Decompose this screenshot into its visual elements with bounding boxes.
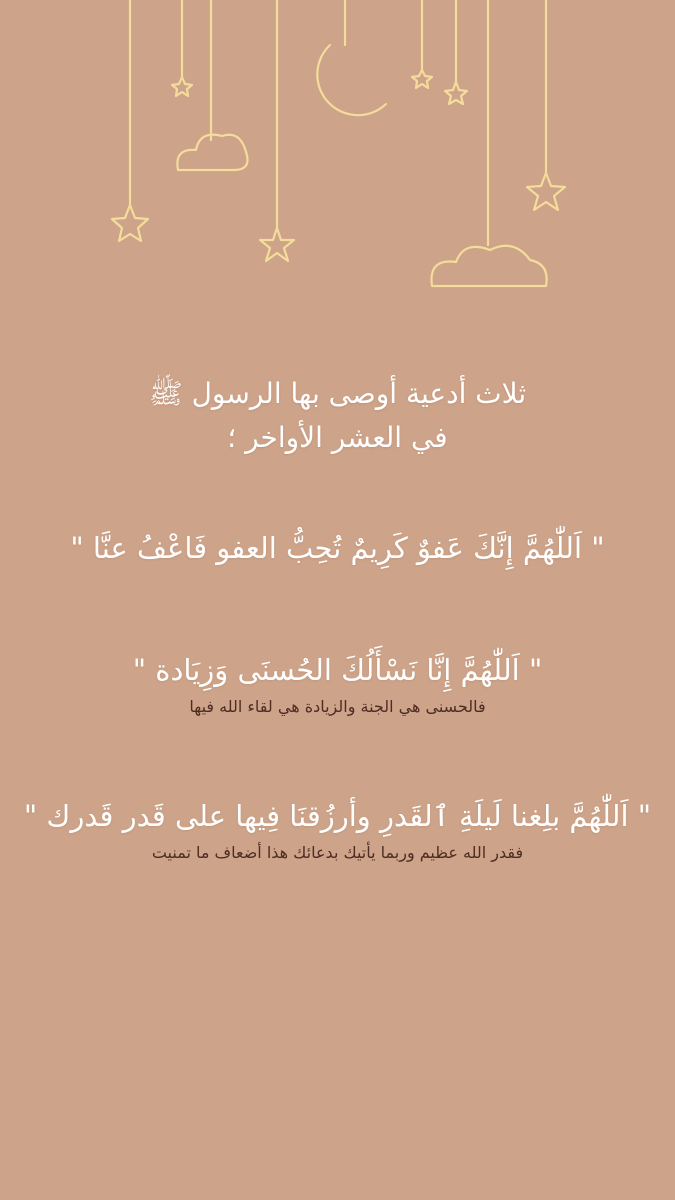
star-icon: [112, 205, 148, 241]
title-heading: [0, 372, 675, 460]
cloud-icon: [432, 246, 547, 286]
cloud-icon: [177, 135, 247, 170]
star-icon: [172, 77, 192, 96]
title-line-2: في العشر الأواخر ؛: [227, 421, 448, 454]
crescent-moon-icon: [317, 45, 386, 115]
dua-text: " اَللّٰهُمَّ إِنَّا نَسْأَلُكَ الحُسنَى وَزِيَادة ": [132, 653, 543, 687]
dua-text: " اَللّٰهُمَّ بلِغنا لَيلَةِ ٱلقَدرِ وأرزُقنَا فِيها على قَدر قَدرك ": [23, 799, 652, 833]
hanging-decorations: [0, 0, 675, 330]
dua-block-1: [0, 528, 675, 568]
dua-block-2: [0, 650, 675, 718]
dua-block-3: [0, 796, 675, 864]
title-line-1: ثلاث أدعية أوصى بها الرسول ﷺ: [148, 377, 527, 410]
star-icon: [445, 82, 467, 104]
star-icon: [260, 228, 294, 261]
dua-text: " اَللّٰهُمَّ إِنَّكَ عَفوٌ كَرِيمٌ تُحِبُّ العفو فَاعْفُ عنَّا ": [70, 531, 605, 565]
dua-note: فالحسنى هي الجنة والزيادة هي لقاء الله فيها: [189, 697, 486, 716]
star-icon: [527, 173, 565, 210]
hanging-strings: [130, 0, 546, 245]
dua-note: فقدر الله عظيم وربما يأتيك بدعائك هذا أضعاف ما تمنيت: [151, 843, 524, 862]
star-icon: [412, 70, 432, 88]
